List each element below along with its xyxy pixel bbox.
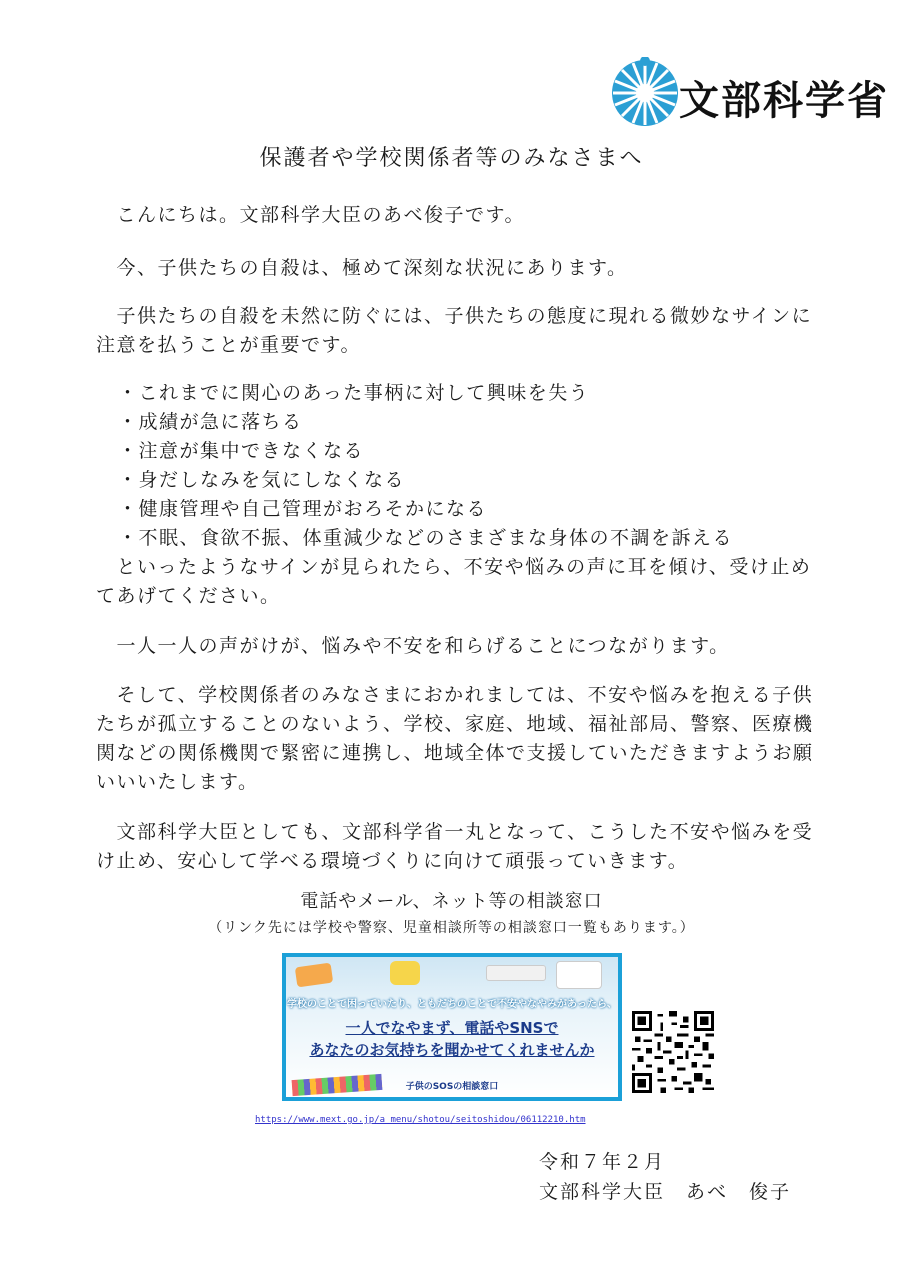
list-item: ・成績が急に落ちる bbox=[118, 411, 303, 433]
situation-paragraph: 今、子供たちの自殺は、極めて深刻な状況にあります。 bbox=[96, 257, 628, 279]
ruler-decoration bbox=[486, 965, 546, 981]
consultation-link[interactable]: https://www.mext.go.jp/a_menu/shotou/seitoshidou/06112210.htm bbox=[255, 1115, 586, 1125]
list-item: ・健康管理や自己管理がおろそかになる bbox=[118, 498, 488, 520]
date-line: 令和７年２月 bbox=[539, 1151, 666, 1173]
qr-code-icon[interactable] bbox=[632, 1011, 714, 1093]
voice-paragraph: 一人一人の声がけが、悩みや不安を和らげることにつながります。 bbox=[96, 635, 730, 657]
list-item: ・身だしなみを気にしなくなる bbox=[118, 469, 406, 491]
logo-text: 文部科学省 bbox=[679, 78, 889, 124]
warning-signs-list bbox=[118, 379, 838, 553]
sos-consultation-banner[interactable] bbox=[282, 953, 622, 1101]
list-item: ・これまでに関心のあった事柄に対して興味を失う bbox=[118, 382, 590, 404]
signer-line: 文部科学大臣 あべ 俊子 bbox=[539, 1181, 792, 1203]
notebook-decoration bbox=[556, 961, 602, 989]
consultation-note: （リンク先には学校や警察、児童相談所等の相談窓口一覧もあります。） bbox=[208, 920, 695, 936]
page-title: 保護者や学校関係者等のみなさまへ bbox=[259, 146, 644, 171]
consultation-title: 電話やメール、ネット等の相談窓口 bbox=[300, 891, 603, 912]
greeting-paragraph: こんにちは。文部科学大臣のあべ俊子です。 bbox=[96, 204, 525, 226]
mext-logo bbox=[609, 57, 889, 131]
mext-emblem-icon bbox=[609, 57, 681, 129]
eraser-decoration bbox=[295, 963, 333, 988]
prevention-paragraph: 子供たちの自殺を未然に防ぐには、子供たちの態度に現れる微妙なサインに注意を払うことが重要です。 bbox=[96, 305, 813, 356]
banner-line-3: あなたのお気持ちを聞かせてくれませんか bbox=[309, 1041, 595, 1059]
request-paragraph: そして、学校関係者のみなさまにおかれましては、不安や悩みを抱える子供たちが孤立することのないよう、学校、家庭、地域、福祉部局、警察、医療機関などの関係機関で緊密に連携し、地域全体で支援していただきますようお願いいいたします。 bbox=[96, 684, 814, 793]
list-item: ・不眠、食欲不振、体重減少などのさまざまな身体の不調を訴える bbox=[118, 527, 734, 549]
listen-paragraph: といったようなサインが見られたら、不安や悩みの声に耳を傾け、受け止めてあげてください。 bbox=[96, 556, 812, 607]
sticky-note-decoration bbox=[390, 961, 420, 985]
banner-line-4: 子供のSOSの相談窓口 bbox=[405, 1082, 499, 1092]
banner-line-2: 一人でなやまず、電話やSNSで bbox=[345, 1019, 559, 1037]
list-item: ・注意が集中できなくなる bbox=[118, 440, 365, 462]
banner-line-1: 学校のことで困っていたり、ともだちのことで不安やなやみがあったら、 bbox=[287, 999, 617, 1010]
commitment-paragraph: 文部科学大臣としても、文部科学省一丸となって、こうした不安や悩みを受け止め、安心して学べる環境づくりに向けて頑張っていきます。 bbox=[96, 821, 814, 872]
